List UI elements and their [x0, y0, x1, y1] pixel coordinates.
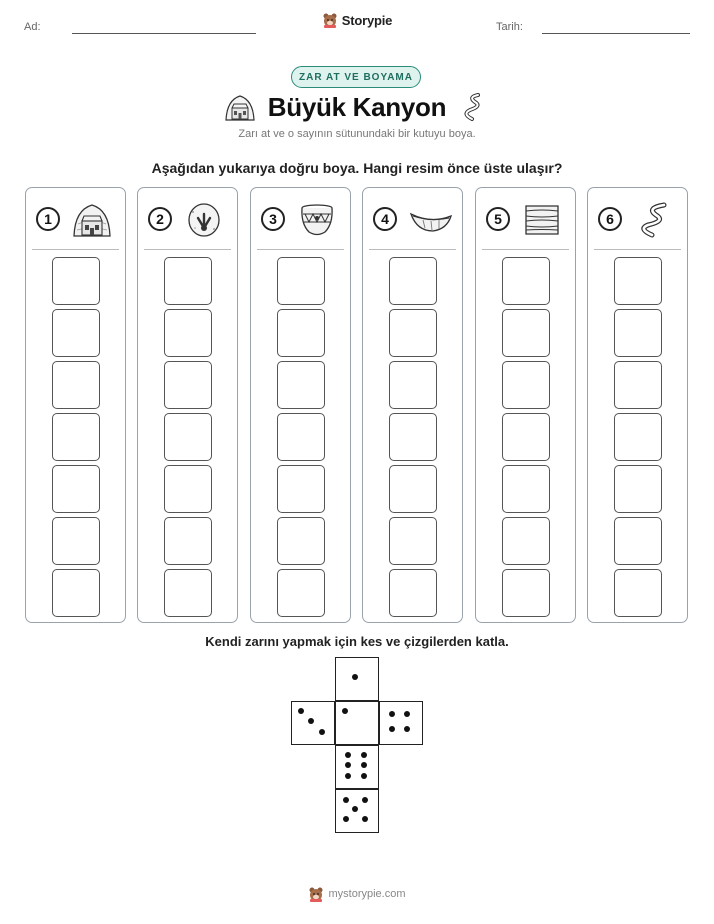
- coloring-instruction: Aşağıdan yukarıya doğru boya. Hangi resim önce üste ulaşır?: [151, 160, 563, 176]
- color-box[interactable]: [614, 413, 662, 461]
- page-title: Büyük Kanyon: [267, 92, 447, 122]
- color-box[interactable]: [164, 361, 212, 409]
- color-box[interactable]: [502, 465, 550, 513]
- color-box[interactable]: [277, 517, 325, 565]
- fossil-footprint-icon: [184, 202, 224, 238]
- date-label: Tarih:: [496, 21, 523, 33]
- dice-column-1: [25, 187, 126, 623]
- column-number: 2: [148, 207, 172, 231]
- color-box[interactable]: [502, 569, 550, 617]
- bear-mascot-icon: [308, 886, 324, 902]
- color-box[interactable]: [614, 309, 662, 357]
- dice-face-lower[interactable]: [335, 745, 379, 789]
- fold-instruction: Kendi zarını yapmak için kes ve çizgilerden katla.: [205, 634, 509, 649]
- color-box[interactable]: [164, 465, 212, 513]
- color-box[interactable]: [277, 361, 325, 409]
- color-box[interactable]: [52, 361, 100, 409]
- dice-face-center[interactable]: [335, 701, 379, 745]
- color-box[interactable]: [614, 361, 662, 409]
- activity-badge: ZAR AT VE BOYAMA: [291, 66, 421, 88]
- color-box[interactable]: [502, 517, 550, 565]
- canoe-icon: [409, 202, 453, 238]
- color-box[interactable]: [277, 257, 325, 305]
- dice-column-5: [475, 187, 576, 623]
- color-box[interactable]: [277, 569, 325, 617]
- dice-face-right[interactable]: [379, 701, 423, 745]
- dice-face-top[interactable]: [335, 657, 379, 701]
- dice-face-bottom[interactable]: [335, 789, 379, 833]
- date-line[interactable]: [542, 33, 690, 34]
- color-box[interactable]: [389, 413, 437, 461]
- color-box[interactable]: [389, 517, 437, 565]
- color-box[interactable]: [614, 569, 662, 617]
- color-box[interactable]: [164, 309, 212, 357]
- color-box[interactable]: [502, 309, 550, 357]
- color-box[interactable]: [614, 517, 662, 565]
- color-box[interactable]: [277, 413, 325, 461]
- dice-column-6: [587, 187, 688, 623]
- color-box[interactable]: [502, 361, 550, 409]
- color-box[interactable]: [389, 309, 437, 357]
- dice-column-2: [137, 187, 238, 623]
- dice-face-left[interactable]: [291, 701, 335, 745]
- column-number: 4: [373, 207, 397, 231]
- color-box[interactable]: [164, 569, 212, 617]
- name-label: Ad:: [24, 21, 41, 33]
- bear-mascot-icon: [322, 12, 338, 28]
- dice-column-3: [250, 187, 351, 623]
- name-line[interactable]: [72, 33, 256, 34]
- color-box[interactable]: [389, 569, 437, 617]
- column-number: 5: [486, 207, 510, 231]
- color-box[interactable]: [502, 257, 550, 305]
- brand-logo: [0, 12, 714, 28]
- color-box[interactable]: [52, 569, 100, 617]
- color-box[interactable]: [614, 465, 662, 513]
- color-box[interactable]: [52, 413, 100, 461]
- dice-column-4: [362, 187, 463, 623]
- clay-pot-icon: [297, 202, 337, 238]
- color-box[interactable]: [52, 257, 100, 305]
- color-box[interactable]: [277, 309, 325, 357]
- column-number: 6: [598, 207, 622, 231]
- column-number: 3: [261, 207, 285, 231]
- color-box[interactable]: [277, 465, 325, 513]
- color-box[interactable]: [389, 361, 437, 409]
- footer-url[interactable]: mystorypie.com: [328, 888, 406, 900]
- color-box[interactable]: [389, 465, 437, 513]
- color-box[interactable]: [389, 257, 437, 305]
- color-box[interactable]: [614, 257, 662, 305]
- color-box[interactable]: [164, 517, 212, 565]
- color-box[interactable]: [52, 517, 100, 565]
- column-number: 1: [36, 207, 60, 231]
- river-icon: [458, 92, 488, 122]
- color-box[interactable]: [502, 413, 550, 461]
- cliff-dwelling-icon: [72, 202, 112, 238]
- brand-name: Storypie: [341, 12, 393, 28]
- page-subtitle: Zarı at ve o sayının sütunundaki bir kutuyu boya.: [238, 128, 476, 140]
- color-box[interactable]: [164, 413, 212, 461]
- color-box[interactable]: [52, 309, 100, 357]
- river-icon: [634, 202, 674, 238]
- color-box[interactable]: [52, 465, 100, 513]
- footer: [0, 886, 714, 902]
- color-box[interactable]: [164, 257, 212, 305]
- rock-layers-icon: [522, 202, 562, 238]
